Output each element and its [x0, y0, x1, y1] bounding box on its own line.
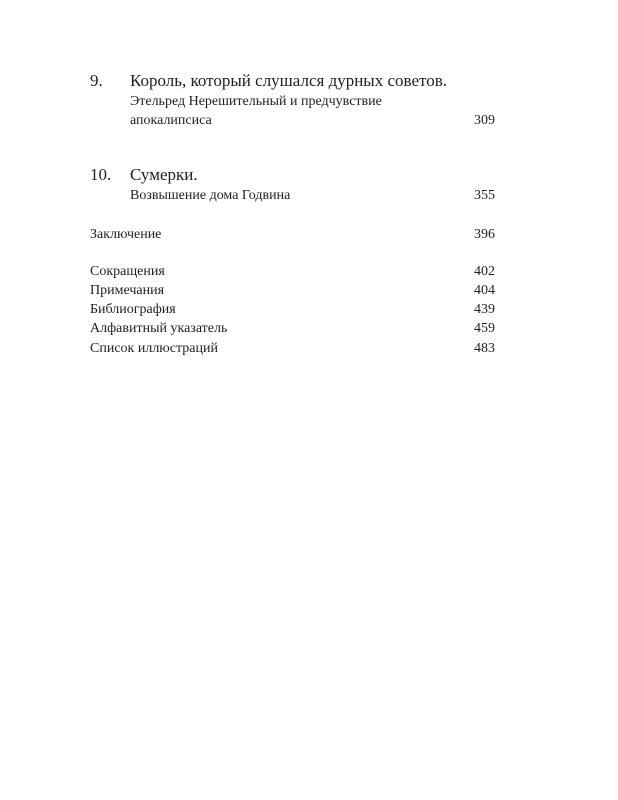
entry-label: Заключение	[90, 227, 162, 242]
chapter-number: 10.	[90, 165, 112, 184]
toc-entry-index	[90, 319, 495, 339]
page-number: 402	[474, 264, 495, 279]
toc-entry-conclusion	[90, 225, 495, 245]
toc-entry-bibliography	[90, 300, 495, 320]
toc-chapter-10	[90, 164, 495, 205]
toc-entry-abbreviations	[90, 262, 495, 282]
page-number: 483	[474, 341, 495, 356]
toc-entry-illustrations	[90, 339, 495, 359]
page-number: 355	[474, 188, 495, 203]
chapter-number: 9.	[90, 71, 103, 90]
entry-label: Сокращения	[90, 264, 165, 279]
entry-label: Библиография	[90, 302, 176, 317]
page-number: 439	[474, 302, 495, 317]
entry-label: Список иллюстраций	[90, 341, 218, 356]
toc-entry-notes	[90, 281, 495, 301]
chapter-title: Сумерки.	[130, 165, 198, 184]
chapter-title: Король, который слушался дурных советов.	[130, 71, 447, 90]
entry-label: Алфавитный указатель	[90, 321, 228, 336]
page-number: 309	[474, 113, 495, 128]
page-number: 396	[474, 227, 495, 242]
entry-label: Примечания	[90, 283, 165, 298]
page-number: 459	[474, 321, 495, 336]
chapter-subtitle-row	[130, 186, 495, 205]
chapter-subtitle: Этельред Нерешительный и предчувствие апокалипсиса	[130, 94, 382, 128]
chapter-subtitle: Возвышение дома Годвина	[130, 188, 291, 203]
page-number: 404	[474, 283, 495, 298]
chapter-subtitle-row	[130, 92, 495, 130]
toc-chapter-9	[90, 70, 495, 130]
